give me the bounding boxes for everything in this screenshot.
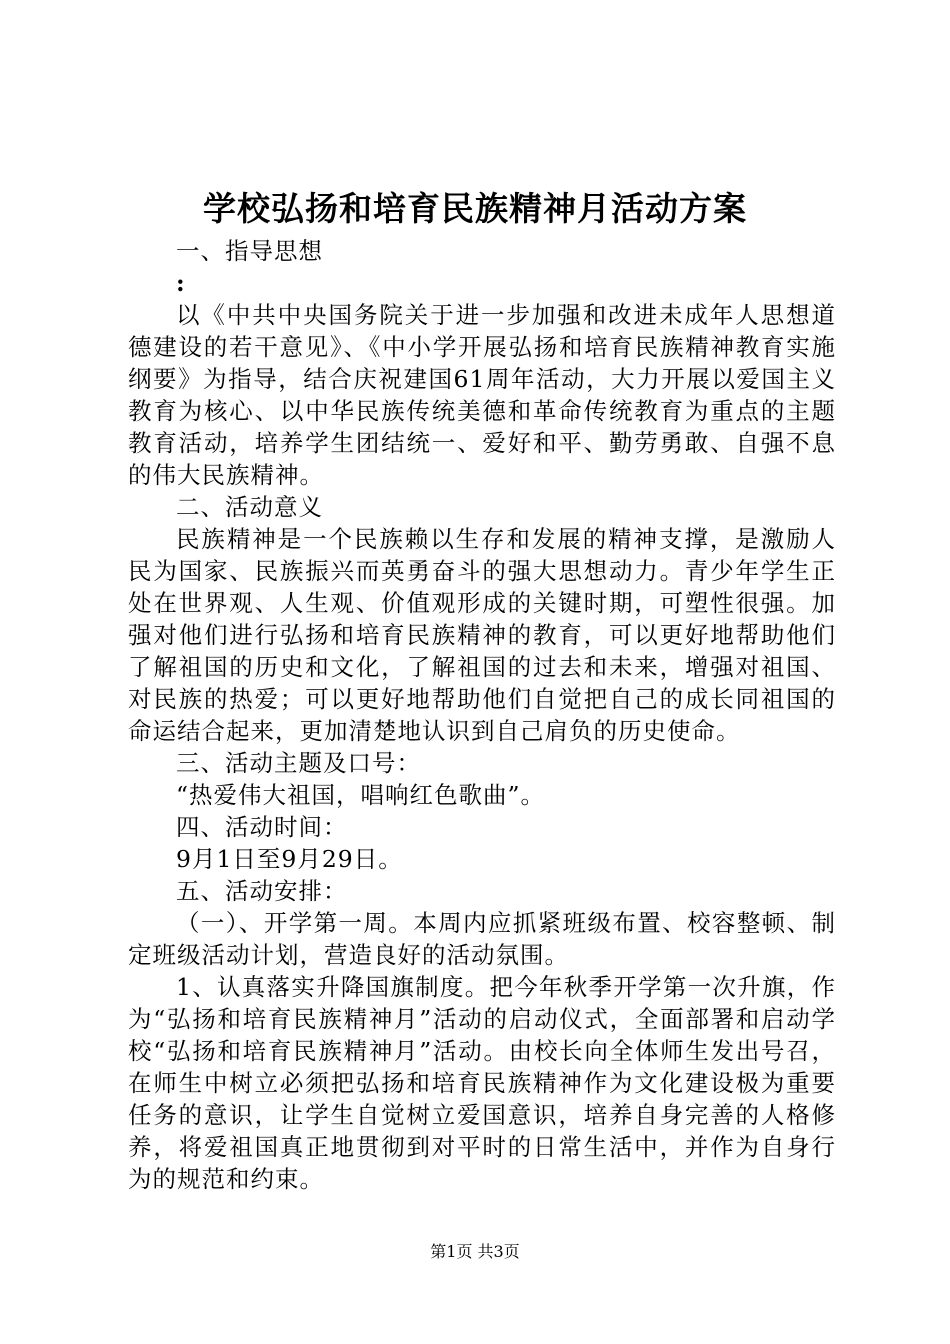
paragraph-time: 9月1日至9月29日。: [176, 845, 403, 873]
colon-line: :: [176, 269, 186, 297]
section-heading-time: 四、活动时间：: [176, 813, 348, 841]
section-heading-guiding-ideology: 一、指导思想: [176, 237, 323, 265]
paragraph-significance: 民族精神是一个民族赖以生存和发展的精神支撑，是激励人民为国家、民族振兴而英勇奋斗的强大思想动力。青少年学生正处在世界观、人生观、价值观形成的关键时期，可塑性很强。加强对他们进行弘扬和培育民族精神的教育，可以更好地帮助他们了解祖国的历史和文化，了解祖国的过去和未来，增强对祖国、对民族的热爱；可以更好地帮助他们自觉把自己的成长同祖国的命运结合起来，更加清楚地认识到自己肩负的历史使命。: [128, 525, 836, 745]
section-heading-significance: 二、活动意义: [176, 493, 323, 521]
paragraph-guiding-ideology: 以《中共中央国务院关于进一步加强和改进未成年人思想道德建设的若干意见》、《中小学开展弘扬和培育民族精神教育实施纲要》为指导，结合庆祝建国61周年活动，大力开展以爱国主义教育为核心、以中华民族传统美德和革命传统教育为重点的主题教育活动，培养学生团结统一、爱好和平、勤劳勇敢、自强不息的伟大民族精神。: [128, 301, 836, 489]
document-title: 学校弘扬和培育民族精神月活动方案: [203, 189, 747, 228]
paragraph-slogan: “热爱伟大祖国，唱响红色歌曲”。: [176, 781, 546, 809]
document-body: [128, 235, 836, 1195]
section-heading-theme: 三、活动主题及口号：: [176, 749, 421, 777]
paragraph-first-week: （一）、开学第一周。本周内应抓紧班级布置、校容整顿、制定班级活动计划，营造良好的活动氛围。: [128, 909, 836, 969]
page-footer: 第1页 共3页: [430, 1242, 520, 1261]
section-heading-arrangement: 五、活动安排：: [176, 877, 348, 905]
paragraph-flag-ceremony: 1、认真落实升降国旗制度。把今年秋季开学第一次升旗，作为“弘扬和培育民族精神月”活动的启动仪式，全面部署和启动学校“弘扬和培育民族精神月”活动。由校长向全体师生发出号召，在师生中树立必须把弘扬和培育民族精神作为文化建设极为重要任务的意识，让学生自觉树立爱国意识，培养自身完善的人格修养，将爱祖国真正地贯彻到对平时的日常生活中，并作为自身行为的规范和约束。: [128, 973, 836, 1193]
